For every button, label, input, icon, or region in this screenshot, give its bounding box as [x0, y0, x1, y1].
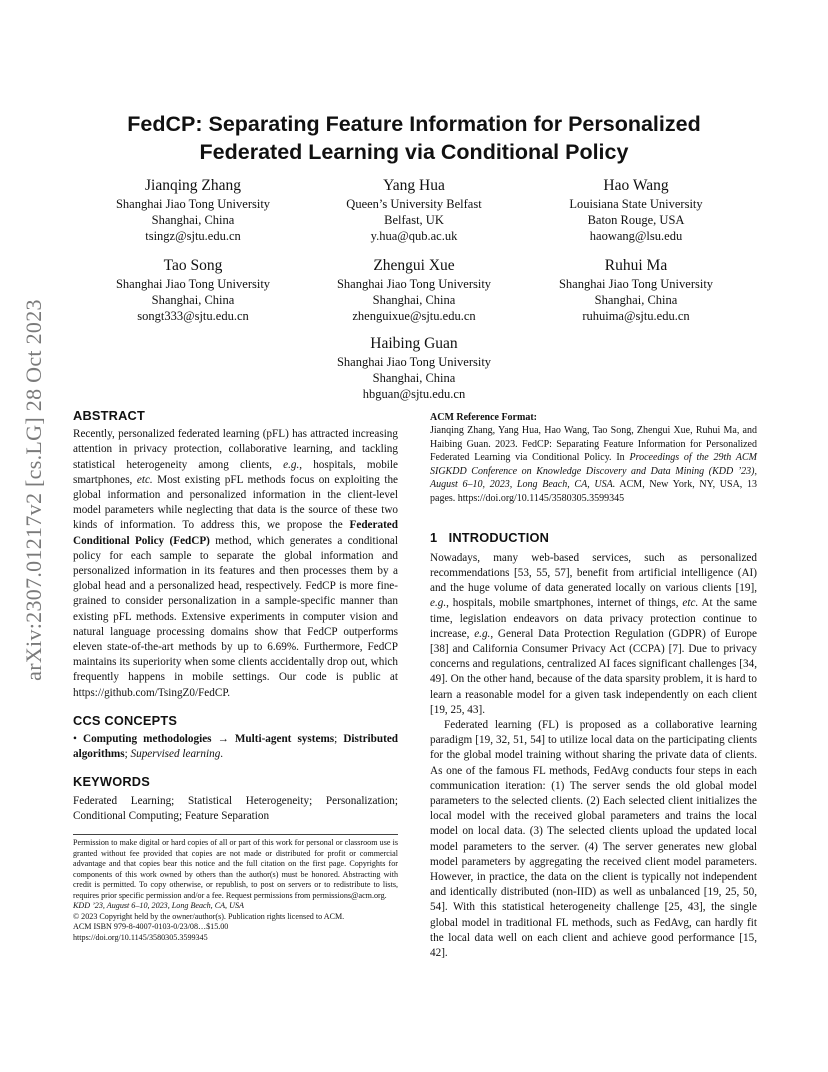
- abstract-text-part: Recently, personalized federated learning (pFL) has attracted increasing attention in privacy protection, collaborative learning, and tackling statistical heterogeneity among clients,: [73, 428, 398, 471]
- ccs-separator: ;: [334, 733, 344, 746]
- ccs-separator: ;: [124, 748, 131, 761]
- author-name: Hao Wang: [603, 177, 669, 194]
- paper-title: FedCP: Separating Feature Information for Personalized Federated Learning via Conditional Policy: [127, 112, 701, 164]
- author-location: Belfast, UK: [384, 213, 444, 227]
- intro-text-part: At the same time, legislation endeavors on data privacy protection continue to increase,: [430, 597, 757, 640]
- ccs-end: .: [220, 748, 224, 761]
- author-email: zhenguixue@sjtu.edu.cn: [352, 309, 476, 323]
- author-name: Haibing Guan: [370, 335, 458, 352]
- acm-reference-heading: ACM Reference Format:: [430, 412, 537, 423]
- keywords-text: Federated Learning; Statistical Heterogeneity; Personalization; Conditional Computing; Feature Separation: [73, 794, 398, 822]
- intro-text-italic: e.g.: [474, 627, 491, 640]
- abstract-text-part: method, which generates a conditional policy for each sample to separate the global information and personalized information in its features and then processes them by a global head and a personalized head, respectively. FedCP is more fine-grained to consider personalization in a sample-specific manner than existing pFL methods. Extensive experiments in computer vision and natural language processing domains show that FedCP outperforms eleven state-of-the-art methods by up to 6.69%. Furthermore, FedCP maintains its superiority when some clients accidentally drop out, which frequently happens in mobile settings. Our code is public at https://github.com/TsingZ0/FedCP.: [73, 534, 399, 699]
- author-email: y.hua@qub.ac.uk: [370, 229, 458, 243]
- arxiv-identifier: arXiv:2307.01217v2 [cs.LG] 28 Oct 2023: [21, 299, 46, 681]
- author-email: tsingz@sjtu.edu.cn: [145, 229, 241, 243]
- author-block: [294, 334, 534, 402]
- author-affiliation: Shanghai Jiao Tong University: [336, 355, 492, 369]
- conference-info-text: KDD ’23, August 6–10, 2023, Long Beach, CA, USA: [73, 901, 244, 911]
- acm-reference-text: [430, 424, 757, 506]
- author-email: songt333@sjtu.edu.cn: [137, 309, 249, 323]
- author-location: Baton Rouge, USA: [587, 213, 685, 227]
- abstract-text-italic: e.g.: [283, 458, 300, 471]
- author-name: Yang Hua: [383, 177, 445, 194]
- author-location: Shanghai, China: [151, 293, 235, 307]
- author-name: Ruhui Ma: [604, 257, 668, 274]
- author-email: hbguan@sjtu.edu.cn: [362, 387, 466, 401]
- author-affiliation: Shanghai Jiao Tong University: [115, 277, 271, 291]
- doi-link[interactable]: https://doi.org/10.1145/3580305.3599345: [73, 932, 208, 942]
- author-affiliation: Shanghai Jiao Tong University: [115, 197, 271, 211]
- ccs-concept-italic: Supervised learning: [130, 748, 221, 761]
- abstract-heading: ABSTRACT: [73, 408, 145, 423]
- right-column: [430, 411, 757, 961]
- author-name: Jianqing Zhang: [145, 177, 241, 194]
- author-name: Tao Song: [163, 257, 223, 274]
- author-location: Shanghai, China: [594, 293, 678, 307]
- left-column: [73, 408, 398, 943]
- intro-text-italic: e.g.: [430, 597, 447, 610]
- abstract-text-part: , hospitals, mobile smartphones,: [73, 458, 398, 486]
- author-block: [516, 176, 756, 244]
- acm-reference-part: Jianqing Zhang, Yang Hua, Hao Wang, Tao Song, Zhengui Xue, Ruhui Ma, and Haibing Guan. 2023. FedCP: Separating Feature Information for Personalized Federated Learning via Conditional Policy. In: [430, 425, 757, 464]
- keywords-heading: KEYWORDS: [73, 774, 150, 790]
- author-affiliation: Louisiana State University: [569, 197, 703, 211]
- intro-text-italic: etc.: [682, 597, 699, 610]
- abstract-text: [73, 427, 398, 701]
- author-email: haowang@lsu.edu: [589, 229, 683, 243]
- author-location: Shanghai, China: [372, 371, 456, 385]
- author-email: ruhuima@sjtu.edu.cn: [582, 309, 690, 323]
- author-block: [294, 256, 534, 324]
- author-affiliation: Queen’s University Belfast: [346, 197, 482, 211]
- author-block: [516, 256, 756, 324]
- acm-reference-part: ACM, New York, NY, USA, 13 pages. https://doi.org/10.1145/3580305.3599345: [430, 479, 758, 504]
- author-name: Zhengui Xue: [373, 257, 455, 274]
- ccs-text: [73, 732, 398, 762]
- intro-text-part: Nowadays, many web-based services, such as personalized recommendations [53, 55, 57], benefit from artificial intelligence (AI) and the huge volume of data generated locally on various clients [19],: [430, 551, 757, 595]
- acm-reference-proceedings: Proceedings of the 29th ACM SIGKDD Conference on Knowledge Discovery and Data Mining (KDD ’23), August 6–10, 2023, Long Beach, CA, USA.: [430, 452, 757, 491]
- intro-paragraph-1: [430, 551, 757, 718]
- intro-paragraph-2: Federated learning (FL) is proposed as a collaborative learning paradigm [19, 32, 51, 54] to utilize local data on the participating clients for the global model training without sharing the private data of clients. As one of the famous FL methods, FedAvg conducts four steps in each communication iteration: (1) The server sends the old global model parameters to the selected clients. (2) Each selected client initializes the local model with the received global parameters and trains the local model on local data. (3) The selected clients upload the updated local model parameters to the server. (4) The server generates new global model parameters by aggregating the received client model parameters. However, in practice, the data on the client is typically not independent and identically distributed (non-IID) as well as unbalanced [19, 25, 50, 54]. With this statistical heterogeneity challenge [25, 43], the single global model in traditional FL methods, such as FedAvg, can hardly fit the local data well on each client and achieve good performance [15, 42].: [430, 719, 757, 960]
- abstract-text-italic: etc.: [136, 473, 153, 486]
- method-name-bold: Federated Conditional Policy (FedCP): [73, 519, 398, 547]
- author-location: Shanghai, China: [151, 213, 235, 227]
- author-location: Shanghai, China: [372, 293, 456, 307]
- author-affiliation: Shanghai Jiao Tong University: [336, 277, 492, 291]
- ccs-bullet: •: [73, 733, 77, 746]
- author-block: [294, 176, 534, 244]
- abstract-text-part: Most existing pFL methods focus on exploiting the global information and personalized information in the client-level model parameters while neglecting that data is the source of these two kinds of information. To address this, we propose the: [73, 473, 398, 532]
- ccs-concept-bold: Distributed algorithms: [73, 733, 399, 761]
- ccs-concept-bold: Computing methodologies → Multi-agent systems: [83, 733, 335, 746]
- conference-info: [73, 901, 398, 912]
- intro-text-part: , General Data Protection Regulation (GDPR) of Europe [38] and California Consumer Privacy Act (CCPA) [7]. Due to privacy concerns and regulations, centralized AI faces significant challenges [34, 49]. On the other hand, because of the data sparsity problem, it is hard to learn a reasonable model for a given task independently on each client [19, 25, 43].: [430, 627, 757, 716]
- permission-text: Permission to make digital or hard copies of all or part of this work for personal or classroom use is granted without fee provided that copies are not made or distributed for profit or commercial advantage and that copies bear this notice and the full citation on the first page. Copyrights for components of this work owned by others than the author(s) must be honored. Abstracting with credit is permitted. To copy otherwise, or republish, to post on servers or to redistribute to lists, requires prior specific permission and/or a fee. Request permissions from permissions@acm.org.: [73, 838, 398, 900]
- author-block: [73, 176, 313, 244]
- permission-footnote: [73, 834, 398, 943]
- intro-text-part: , hospitals, mobile smartphones, internet of things,: [446, 597, 683, 610]
- copyright-text: © 2023 Copyright held by the owner/author(s). Publication rights licensed to ACM.: [73, 911, 345, 921]
- author-affiliation: Shanghai Jiao Tong University: [558, 277, 714, 291]
- ccs-heading: CCS CONCEPTS: [73, 712, 178, 728]
- arxiv-sidebar: [8, 290, 60, 690]
- author-block: [73, 256, 313, 324]
- introduction-heading: 1 INTRODUCTION: [430, 529, 550, 545]
- isbn-text: ACM ISBN 979-8-4007-0103-0/23/08…$15.00: [73, 922, 229, 932]
